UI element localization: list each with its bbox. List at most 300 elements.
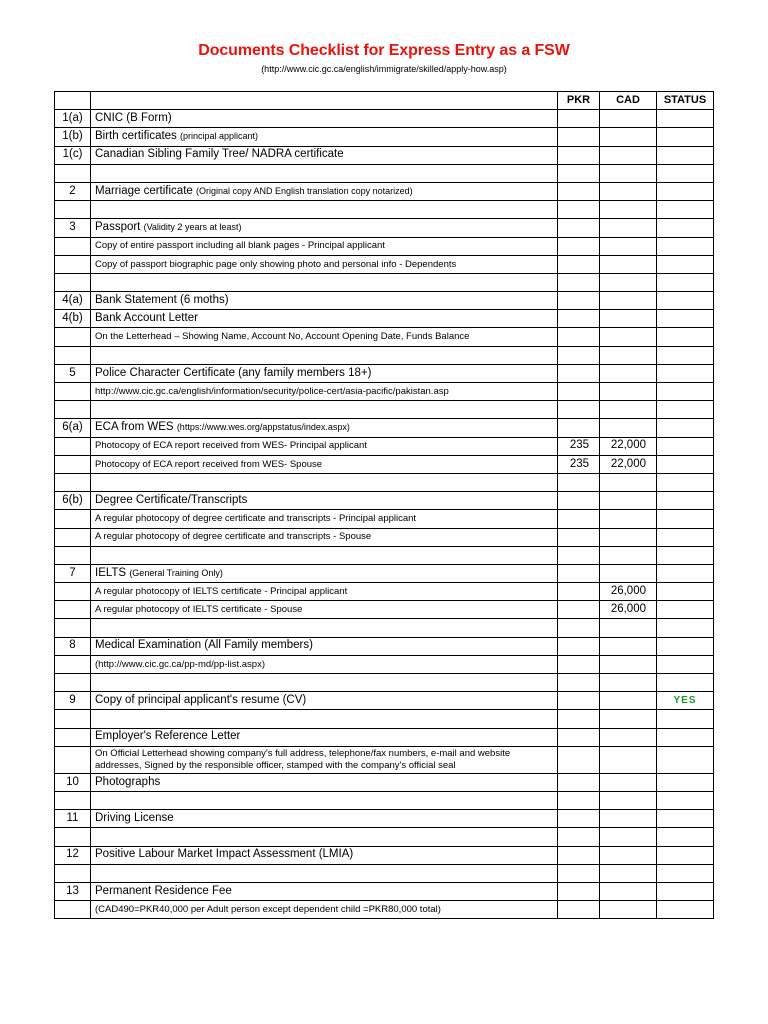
- document-name: Medical Examination (All Family members): [95, 639, 313, 652]
- status-cell: [657, 310, 714, 328]
- document-note: (http://www.cic.gc.ca/pp-md/pp-list.aspx): [95, 658, 265, 670]
- document-cell: [91, 864, 558, 882]
- status-cell: [657, 655, 714, 673]
- document-note: A regular photocopy of IELTS certificate - Spouse: [95, 604, 303, 616]
- header-number: [55, 92, 91, 110]
- table-row: [55, 219, 714, 237]
- item-number: [55, 674, 91, 692]
- status-cell: [657, 828, 714, 846]
- document-cell: [91, 882, 558, 900]
- table-row: [55, 601, 714, 619]
- document-name: Canadian Sibling Family Tree/ NADRA certificate: [95, 148, 344, 161]
- document-cell: [91, 473, 558, 491]
- pkr-cell: [558, 882, 600, 900]
- status-cell: [657, 882, 714, 900]
- pkr-cell: [558, 692, 600, 710]
- table-row: [55, 791, 714, 809]
- status-cell: [657, 546, 714, 564]
- table-row: [55, 674, 714, 692]
- pkr-cell: [558, 110, 600, 128]
- cad-cell: [600, 110, 657, 128]
- status-cell: [657, 401, 714, 419]
- table-row: [55, 692, 714, 710]
- cad-cell: [600, 364, 657, 382]
- item-number: 4(b): [55, 310, 91, 328]
- page-title: Documents Checklist for Express Entry as a FSW: [198, 42, 570, 59]
- document-name: Passport: [95, 221, 141, 234]
- pkr-cell: [558, 146, 600, 164]
- item-number: [55, 546, 91, 564]
- item-number: [55, 346, 91, 364]
- table-row: [55, 583, 714, 601]
- table-row: [55, 473, 714, 491]
- table-row: [55, 773, 714, 791]
- document-name: Permanent Residence Fee: [95, 884, 232, 897]
- document-cell: [91, 637, 558, 655]
- document-note: (CAD490=PKR40,000 per Adult person except dependent child =PKR80,000 total): [95, 903, 441, 915]
- item-number: [55, 437, 91, 455]
- document-cell: [91, 901, 558, 919]
- pkr-cell: [558, 528, 600, 546]
- document-cell: [91, 791, 558, 809]
- document-name: Birth certificates: [95, 130, 177, 143]
- pkr-cell: [558, 219, 600, 237]
- status-cell: [657, 619, 714, 637]
- document-cell: [91, 164, 558, 182]
- table-row: [55, 110, 714, 128]
- table-row: [55, 401, 714, 419]
- cad-cell: [600, 292, 657, 310]
- pkr-cell: [558, 619, 600, 637]
- item-number: 6(b): [55, 492, 91, 510]
- pkr-cell: 235: [558, 437, 600, 455]
- document-cell: [91, 310, 558, 328]
- status-cell: [657, 201, 714, 219]
- pkr-cell: [558, 601, 600, 619]
- item-number: [55, 655, 91, 673]
- status-cell: [657, 583, 714, 601]
- pkr-cell: [558, 164, 600, 182]
- document-cell: [91, 383, 558, 401]
- table-row: [55, 164, 714, 182]
- document-name: Driving License: [95, 811, 174, 824]
- status-cell: [657, 273, 714, 291]
- item-number: [55, 619, 91, 637]
- pkr-cell: [558, 364, 600, 382]
- document-note: Copy of entire passport including all blank pages - Principal applicant: [95, 240, 385, 252]
- table-row: [55, 528, 714, 546]
- cad-cell: [600, 564, 657, 582]
- cad-cell: [600, 146, 657, 164]
- status-cell: [657, 637, 714, 655]
- document-name: Photographs: [95, 775, 161, 788]
- cad-cell: [600, 510, 657, 528]
- item-number: [55, 583, 91, 601]
- document-cell: [91, 773, 558, 791]
- cad-cell: [600, 710, 657, 728]
- table-row: [55, 710, 714, 728]
- document-cell: [91, 273, 558, 291]
- document-cell: [91, 146, 558, 164]
- status-cell: [657, 346, 714, 364]
- cad-cell: [600, 346, 657, 364]
- item-number: 13: [55, 882, 91, 900]
- item-number: 12: [55, 846, 91, 864]
- document-name: IELTS: [95, 566, 127, 579]
- status-badge: YES: [673, 695, 697, 707]
- document-note: (https://www.wes.org/appstatus/index.aspx): [176, 422, 350, 433]
- cad-cell: [600, 237, 657, 255]
- cad-cell: [600, 383, 657, 401]
- document-note: A regular photocopy of degree certificate and transcripts - Spouse: [95, 531, 372, 543]
- status-cell: [657, 328, 714, 346]
- item-number: 5: [55, 364, 91, 382]
- status-cell: [657, 473, 714, 491]
- status-cell: [657, 564, 714, 582]
- item-number: [55, 328, 91, 346]
- pkr-cell: [558, 710, 600, 728]
- item-number: [55, 710, 91, 728]
- document-cell: [91, 328, 558, 346]
- document-cell: [91, 692, 558, 710]
- checklist-body: [55, 110, 714, 919]
- status-cell: [657, 528, 714, 546]
- item-number: [55, 383, 91, 401]
- status-cell: [657, 901, 714, 919]
- status-cell: [657, 455, 714, 473]
- item-number: 6(a): [55, 419, 91, 437]
- item-number: 3: [55, 219, 91, 237]
- table-row: [55, 882, 714, 900]
- status-cell: [657, 182, 714, 200]
- table-row: [55, 328, 714, 346]
- cad-cell: [600, 401, 657, 419]
- pkr-cell: [558, 846, 600, 864]
- table-row: [55, 364, 714, 382]
- document-name: Bank Statement (6 moths): [95, 293, 229, 306]
- document-cell: [91, 728, 558, 746]
- item-number: 8: [55, 637, 91, 655]
- pkr-cell: [558, 791, 600, 809]
- table-row: [55, 146, 714, 164]
- header-pkr: PKR: [558, 92, 600, 110]
- cad-cell: 26,000: [600, 583, 657, 601]
- header-status: STATUS: [657, 92, 714, 110]
- header-document: [91, 92, 558, 110]
- table-row: [55, 419, 714, 437]
- document-cell: [91, 583, 558, 601]
- status-cell: [657, 437, 714, 455]
- table-row: [55, 346, 714, 364]
- document-cell: [91, 710, 558, 728]
- document-cell: [91, 546, 558, 564]
- pkr-cell: [558, 728, 600, 746]
- document-cell: [91, 564, 558, 582]
- table-row: [55, 437, 714, 455]
- pkr-cell: [558, 473, 600, 491]
- table-row: [55, 864, 714, 882]
- pkr-cell: [558, 346, 600, 364]
- document-cell: [91, 401, 558, 419]
- pkr-cell: [558, 310, 600, 328]
- document-note: Photocopy of ECA report received from WES- Principal applicant: [95, 440, 367, 452]
- document-cell: [91, 846, 558, 864]
- cad-cell: [600, 255, 657, 273]
- cad-cell: [600, 310, 657, 328]
- cad-cell: [600, 473, 657, 491]
- item-number: [55, 901, 91, 919]
- document-cell: [91, 237, 558, 255]
- item-number: 10: [55, 773, 91, 791]
- pkr-cell: [558, 182, 600, 200]
- table-row: [55, 255, 714, 273]
- item-number: [55, 164, 91, 182]
- status-cell: [657, 492, 714, 510]
- cad-cell: [600, 746, 657, 773]
- document-note: http://www.cic.gc.ca/english/information/security/police-cert/asia-pacific/pakistan.asp: [95, 385, 449, 397]
- table-header-row: [55, 92, 714, 110]
- document-name: Employer's Reference Letter: [95, 730, 241, 743]
- item-number: [55, 473, 91, 491]
- item-number: 1(b): [55, 128, 91, 146]
- status-cell: [657, 810, 714, 828]
- pkr-cell: [558, 810, 600, 828]
- item-number: 1(c): [55, 146, 91, 164]
- item-number: [55, 255, 91, 273]
- table-row: [55, 846, 714, 864]
- cad-cell: [600, 637, 657, 655]
- item-number: 1(a): [55, 110, 91, 128]
- cad-cell: [600, 791, 657, 809]
- cad-cell: [600, 273, 657, 291]
- status-cell: [657, 383, 714, 401]
- cad-cell: [600, 128, 657, 146]
- cad-cell: 22,000: [600, 455, 657, 473]
- pkr-cell: [558, 128, 600, 146]
- pkr-cell: [558, 655, 600, 673]
- pkr-cell: [558, 510, 600, 528]
- status-cell: [657, 746, 714, 773]
- document-name: Bank Account Letter: [95, 312, 198, 325]
- header-cad: CAD: [600, 92, 657, 110]
- item-number: [55, 601, 91, 619]
- document-note: A regular photocopy of IELTS certificate - Principal applicant: [95, 585, 348, 597]
- cad-cell: [600, 201, 657, 219]
- document-cell: [91, 219, 558, 237]
- status-cell: [657, 292, 714, 310]
- pkr-cell: [558, 674, 600, 692]
- pkr-cell: [558, 637, 600, 655]
- table-row: [55, 182, 714, 200]
- cad-cell: [600, 492, 657, 510]
- table-row: [55, 292, 714, 310]
- document-cell: [91, 419, 558, 437]
- cad-cell: [600, 164, 657, 182]
- document-name: Positive Labour Market Impact Assessment (LMIA): [95, 848, 354, 861]
- cad-cell: [600, 528, 657, 546]
- item-number: [55, 791, 91, 809]
- table-row: [55, 128, 714, 146]
- checklist-table: [54, 91, 714, 919]
- pkr-cell: [558, 237, 600, 255]
- pkr-cell: [558, 564, 600, 582]
- document-note: Photocopy of ECA report received from WES- Spouse: [95, 458, 323, 470]
- status-cell: [657, 846, 714, 864]
- table-row: [55, 619, 714, 637]
- cad-cell: [600, 773, 657, 791]
- table-row: [55, 237, 714, 255]
- document-cell: [91, 746, 558, 773]
- pkr-cell: [558, 292, 600, 310]
- pkr-cell: [558, 746, 600, 773]
- status-cell: [657, 864, 714, 882]
- document-cell: [91, 828, 558, 846]
- cad-cell: [600, 882, 657, 900]
- item-number: [55, 401, 91, 419]
- pkr-cell: [558, 401, 600, 419]
- document-cell: [91, 619, 558, 637]
- table-row: [55, 310, 714, 328]
- pkr-cell: [558, 328, 600, 346]
- table-row: [55, 546, 714, 564]
- document-cell: [91, 528, 558, 546]
- status-cell: [657, 146, 714, 164]
- document-note: On Official Letterhead showing company's full address, telephone/fax numbers, e-mail and website addresses, Signed by the responsible officer, stamped with the company's official seal: [95, 747, 511, 771]
- document-cell: [91, 455, 558, 473]
- status-cell: [657, 601, 714, 619]
- document-cell: [91, 182, 558, 200]
- item-number: [55, 510, 91, 528]
- table-row: [55, 510, 714, 528]
- pkr-cell: [558, 773, 600, 791]
- cad-cell: 22,000: [600, 437, 657, 455]
- document-cell: [91, 128, 558, 146]
- cad-cell: [600, 219, 657, 237]
- status-cell: [657, 510, 714, 528]
- document-cell: [91, 437, 558, 455]
- status-cell: [657, 364, 714, 382]
- cad-cell: [600, 692, 657, 710]
- status-cell: [657, 692, 714, 710]
- status-cell: [657, 710, 714, 728]
- document-name: CNIC (B Form): [95, 112, 172, 125]
- document-cell: [91, 510, 558, 528]
- pkr-cell: 235: [558, 455, 600, 473]
- status-cell: [657, 237, 714, 255]
- table-row: [55, 901, 714, 919]
- document-cell: [91, 201, 558, 219]
- item-number: 4(a): [55, 292, 91, 310]
- item-number: 11: [55, 810, 91, 828]
- page-subtitle-link[interactable]: (http://www.cic.gc.ca/english/immigrate/skilled/apply-how.asp): [261, 64, 507, 74]
- pkr-cell: [558, 201, 600, 219]
- cad-cell: [600, 728, 657, 746]
- pkr-cell: [558, 273, 600, 291]
- pkr-cell: [558, 383, 600, 401]
- table-row: [55, 564, 714, 582]
- cad-cell: [600, 419, 657, 437]
- pkr-cell: [558, 546, 600, 564]
- pkr-cell: [558, 901, 600, 919]
- pkr-cell: [558, 583, 600, 601]
- cad-cell: [600, 182, 657, 200]
- document-cell: [91, 601, 558, 619]
- table-row: [55, 746, 714, 773]
- document-cell: [91, 492, 558, 510]
- table-row: [55, 828, 714, 846]
- item-number: [55, 455, 91, 473]
- cad-cell: [600, 655, 657, 673]
- document-note: (General Training Only): [129, 567, 223, 578]
- document-name: ECA from WES: [95, 421, 174, 434]
- cad-cell: [600, 328, 657, 346]
- cad-cell: [600, 810, 657, 828]
- item-number: [55, 828, 91, 846]
- document-note: A regular photocopy of degree certificate and transcripts - Principal applicant: [95, 513, 417, 525]
- document-name: Marriage certificate: [95, 184, 193, 197]
- status-cell: [657, 419, 714, 437]
- item-number: 9: [55, 692, 91, 710]
- item-number: [55, 746, 91, 773]
- document-cell: [91, 255, 558, 273]
- item-number: [55, 273, 91, 291]
- document-note: On the Letterhead – Showing Name, Account No, Account Opening Date, Funds Balance: [95, 331, 470, 343]
- cad-cell: [600, 828, 657, 846]
- status-cell: [657, 773, 714, 791]
- cad-cell: [600, 619, 657, 637]
- item-number: [55, 864, 91, 882]
- document-cell: [91, 292, 558, 310]
- document-note: (principal applicant): [180, 131, 259, 142]
- status-cell: [657, 674, 714, 692]
- status-cell: [657, 255, 714, 273]
- table-row: [55, 637, 714, 655]
- table-row: [55, 492, 714, 510]
- pkr-cell: [558, 864, 600, 882]
- cad-cell: [600, 846, 657, 864]
- pkr-cell: [558, 419, 600, 437]
- status-cell: [657, 128, 714, 146]
- document-cell: [91, 674, 558, 692]
- item-number: 2: [55, 182, 91, 200]
- item-number: [55, 201, 91, 219]
- document-cell: [91, 810, 558, 828]
- document-note: Copy of passport biographic page only showing photo and personal info - Dependents: [95, 258, 457, 270]
- table-row: [55, 810, 714, 828]
- pkr-cell: [558, 492, 600, 510]
- table-row: [55, 273, 714, 291]
- document-name: Copy of principal applicant's resume (CV): [95, 694, 307, 707]
- document-cell: [91, 364, 558, 382]
- status-cell: [657, 791, 714, 809]
- document-cell: [91, 110, 558, 128]
- table-row: [55, 455, 714, 473]
- cad-cell: [600, 901, 657, 919]
- table-row: [55, 383, 714, 401]
- table-row: [55, 655, 714, 673]
- document-cell: [91, 655, 558, 673]
- item-number: [55, 528, 91, 546]
- status-cell: [657, 110, 714, 128]
- cad-cell: [600, 864, 657, 882]
- table-row: [55, 728, 714, 746]
- item-number: [55, 237, 91, 255]
- cad-cell: [600, 674, 657, 692]
- status-cell: [657, 219, 714, 237]
- cad-cell: [600, 546, 657, 564]
- status-cell: [657, 164, 714, 182]
- document-cell: [91, 346, 558, 364]
